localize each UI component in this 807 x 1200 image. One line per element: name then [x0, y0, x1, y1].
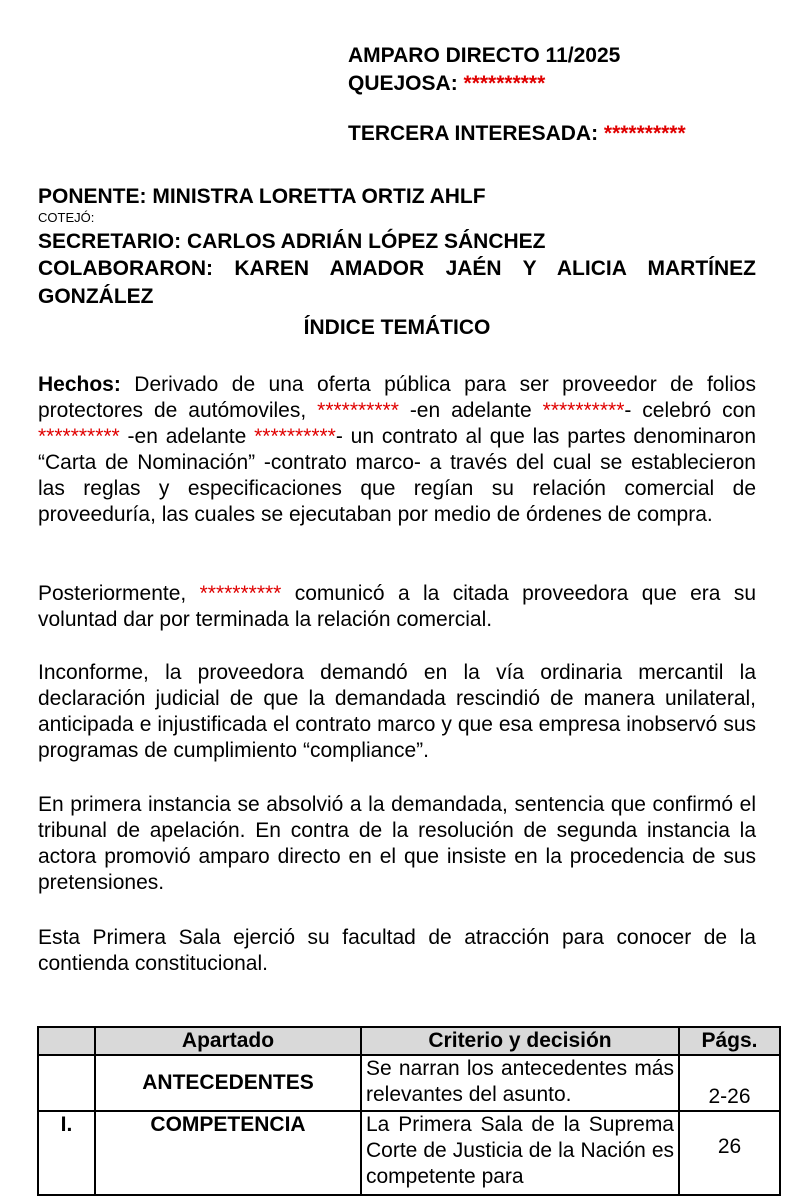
row-number: I. [38, 1111, 95, 1195]
paragraph-inconforme: Inconforme, la proveedora demandó en la vía ordinaria mercantil la declaración judicial de que la demandada rescindió de manera unilateral, anticipada e injustificada el contrato marco y que esa empresa inobservó sus programas de cumplimiento “compliance”. [38, 661, 756, 762]
row-number [38, 1055, 95, 1111]
table-row [38, 1055, 780, 1111]
header-number [38, 1027, 95, 1055]
paragraph-posteriormente [38, 581, 756, 633]
redacted-4: ********** [254, 425, 336, 448]
tercera-label: TERCERA INTERESADA: [348, 122, 599, 145]
hechos-text-3: - celebró con [624, 399, 756, 422]
row-criterio: La Primera Sala de la Suprema Corte de Justicia de la Nación es competente para [361, 1111, 679, 1195]
row-apartado: COMPETENCIA [95, 1111, 361, 1195]
quejosa-label: QUEJOSA: [348, 72, 458, 95]
case-number: AMPARO DIRECTO 11/2025 [348, 44, 621, 67]
hechos-paragraph [38, 372, 756, 528]
paragraph-primera-instancia: En primera instancia se absolvió a la demandada, sentencia que confirmó el tribunal de apelación. En contra de la resolución de segunda instancia la actora promovió amparo directo en el que insiste en la procedencia de sus pretensiones. [38, 793, 756, 894]
p2-redacted: ********** [199, 582, 282, 605]
ponente: PONENTE: MINISTRA LORETTA ORTIZ AHLF [38, 185, 486, 208]
quejosa-redacted: ********** [463, 72, 546, 95]
hechos-label: Hechos: [38, 373, 121, 396]
hechos-text-5: - un contrato al que las partes denominaron “Carta de Nominación” -contrato marco- a través del cual se establecieron las reglas y especificaciones que regían su relación comercial de proveeduría, las cuales se ejecutaban por medio de órdenes de compra. [38, 425, 756, 526]
header-apartado: Apartado [95, 1027, 361, 1055]
secretario: SECRETARIO: CARLOS ADRIÁN LÓPEZ SÁNCHEZ [38, 230, 546, 253]
header-pags: Págs. [679, 1027, 780, 1055]
p2-text-1: Posteriormente, [38, 582, 200, 605]
index-table [37, 1026, 781, 1196]
hechos-text-4: -en adelante [119, 425, 255, 448]
table-row [38, 1111, 780, 1195]
row-apartado: ANTECEDENTES [95, 1055, 361, 1111]
header-criterio: Criterio y decisión [361, 1027, 679, 1055]
hechos-text-1: Derivado de una oferta pública para ser proveedor de folios protectores de autómoviles, [38, 373, 756, 422]
index-title: ÍNDICE TEMÁTICO [303, 316, 491, 339]
row-criterio: Se narran los antecedentes más relevantes del asunto. [361, 1055, 679, 1111]
redacted-1: ********** [317, 399, 399, 422]
tercera-line [348, 120, 686, 148]
colaboraron-line2: GONZÁLEZ [38, 285, 154, 308]
table-header-row [38, 1027, 780, 1055]
cotejo: COTEJÓ: [38, 210, 95, 225]
tercera-redacted: ********** [603, 122, 686, 145]
p2-text-2: comunicó a la citada proveedora que era su voluntad dar por terminada la relación comercial. [38, 582, 757, 631]
row-pags: 26 [679, 1111, 780, 1195]
paragraph-atraccion: Esta Primera Sala ejerció su facultad de atracción para conocer de la contienda constitucional. [38, 926, 756, 975]
quejosa-line [348, 70, 545, 98]
redacted-3: ********** [38, 425, 120, 448]
colaboraron-line1: COLABORARON: KAREN AMADOR JAÉN Y ALICIA MARTÍNEZ [38, 257, 756, 280]
hechos-text-2: -en adelante [398, 399, 543, 422]
redacted-2: ********** [542, 399, 625, 422]
row-pags: 2-26 [679, 1055, 780, 1111]
